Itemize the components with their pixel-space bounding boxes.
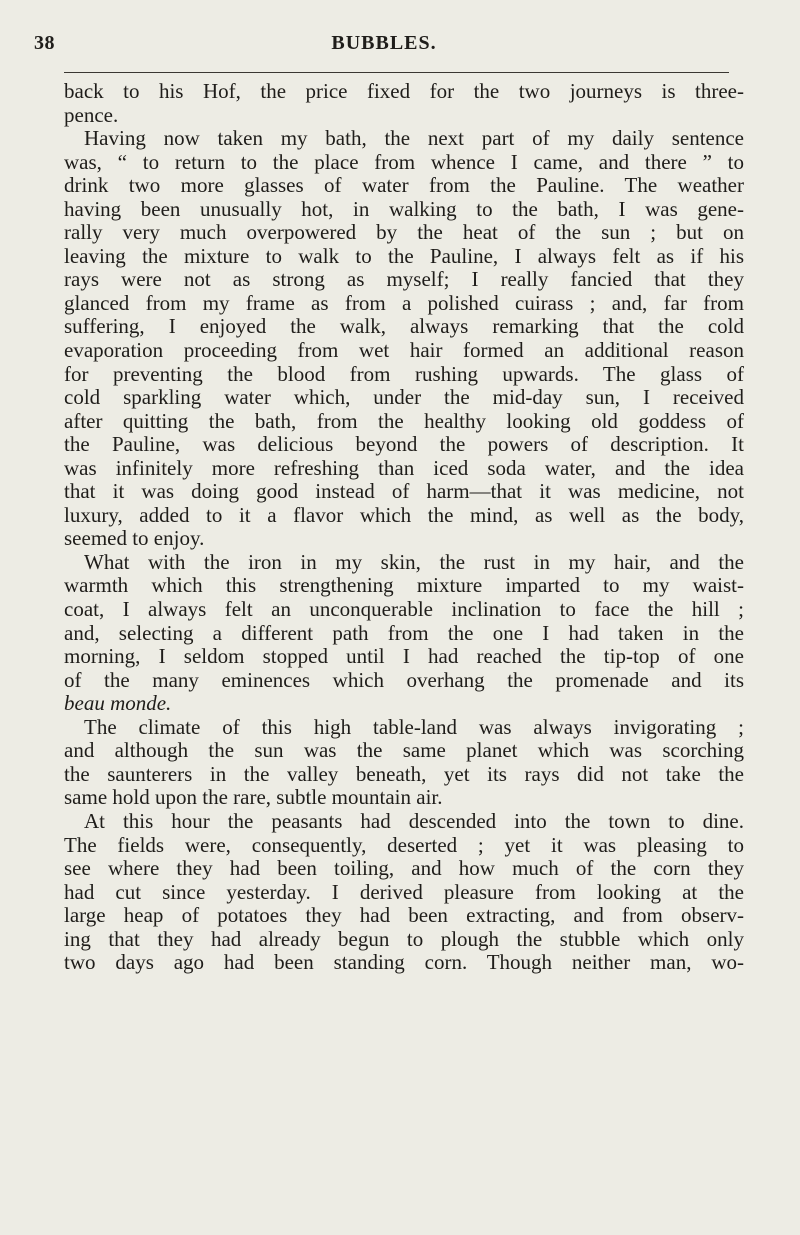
text-line: for preventing the blood from rushing upwards. The glass of <box>64 361 744 386</box>
text-line: beau monde. <box>64 691 172 716</box>
text-line: the Pauline, was delicious beyond the powers of description. It <box>64 432 744 457</box>
text-line: back to his Hof, the price fixed for the two journeys is three- <box>64 79 744 103</box>
text-line: leaving the mixture to walk to the Pauline, I always felt as if his <box>64 243 744 268</box>
text-line: same hold upon the rare, subtle mountain air. <box>64 785 443 810</box>
text-line: see where they had been toiling, and how much of the corn they <box>64 856 744 881</box>
text-line: pence. <box>64 102 119 127</box>
running-head: BUBBLES. <box>331 32 437 54</box>
text-line: that it was doing good instead of harm—that it was medicine, not <box>64 479 744 504</box>
text-line: morning, I seldom stopped until I had reached the tip-top of one <box>64 644 744 669</box>
text-line: At this hour the peasants had descended into the town to dine. <box>84 808 744 833</box>
text-line: and although the sun was the same planet which was scorching <box>64 738 744 763</box>
text-line: ing that they had already begun to plough the stubble which only <box>64 926 744 951</box>
text-line: was infinitely more refreshing than iced soda water, and the idea <box>64 455 744 480</box>
text-line: drink two more glasses of water from the Pauline. The weather <box>64 173 744 198</box>
text-line: coat, I always felt an unconquerable inclination to face the hill ; <box>64 597 744 622</box>
text-line: luxury, added to it a flavor which the mind, as well as the body, <box>64 502 744 527</box>
text-line: and, selecting a different path from the one I had taken in the <box>64 620 744 645</box>
text-line: rally very much overpowered by the heat of the sun ; but on <box>64 220 744 245</box>
text-line: warmth which this strengthening mixture imparted to my waist- <box>64 573 744 598</box>
text-line: seemed to enjoy. <box>64 526 205 551</box>
text-line: The climate of this high table-land was always invigorating ; <box>84 714 744 739</box>
text-line: evaporation proceeding from wet hair formed an additional reason <box>64 338 744 363</box>
text-line: The fields were, consequently, deserted ; yet it was pleasing to <box>64 832 744 857</box>
text-line: Having now taken my bath, the next part of my daily sentence <box>84 126 744 151</box>
text-line: of the many eminences which overhang the promenade and its <box>64 667 744 692</box>
text-line: rays were not as strong as myself; I really fancied that they <box>64 267 744 292</box>
text-line: glanced from my frame as from a polished cuirass ; and, far from <box>64 290 744 315</box>
page-header <box>34 32 734 62</box>
text-line: the saunterers in the valley beneath, yet its rays did not take the <box>64 761 744 786</box>
text-line: cold sparkling water which, under the mid-day sun, I received <box>64 385 744 410</box>
page-number: 38 <box>34 32 55 54</box>
text-line: had cut since yesterday. I derived pleasure from looking at the <box>64 879 744 904</box>
text-line: What with the iron in my skin, the rust in my hair, and the <box>84 549 744 574</box>
text-line: was, “ to return to the place from whence I came, and there ” to <box>64 149 744 174</box>
body-text <box>64 80 744 975</box>
text-line: large heap of potatoes they had been extracting, and from observ- <box>64 903 744 928</box>
text-line: two days ago had been standing corn. Though neither man, wo- <box>64 950 744 975</box>
text-line: suffering, I enjoyed the walk, always remarking that the cold <box>64 314 744 339</box>
text-line: having been unusually hot, in walking to the bath, I was gene- <box>64 196 744 221</box>
header-rule <box>64 72 729 73</box>
text-line: after quitting the bath, from the healthy looking old goddess of <box>64 408 744 433</box>
